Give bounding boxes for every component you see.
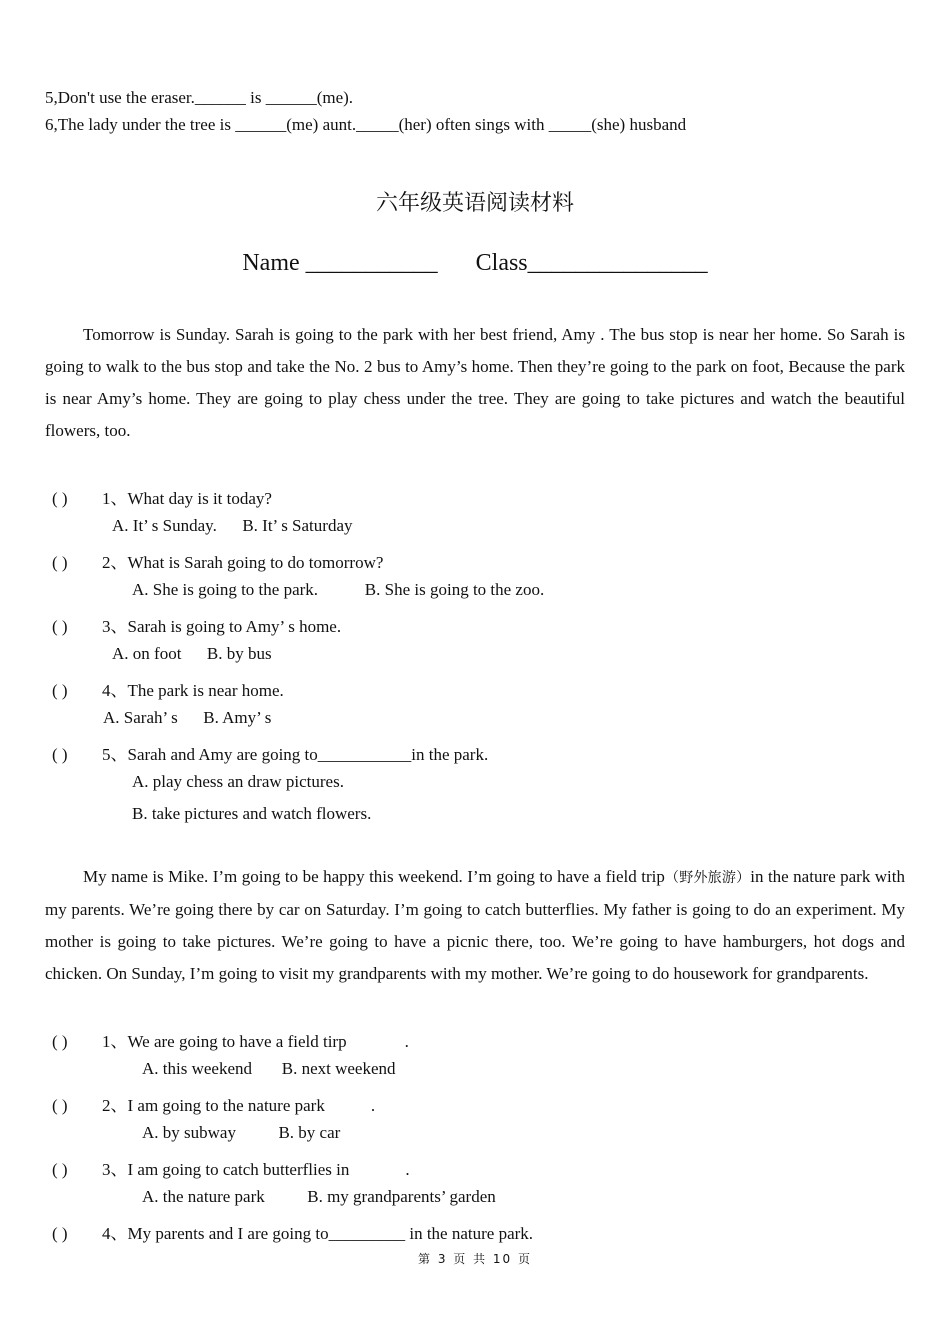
name-class-row [0,250,950,277]
answer-paren: ( ) [52,1160,68,1179]
name-field-label: Name ___________ [242,250,438,276]
passage-2-text-rest: in the nature park with my parents. We’re going there by car on Saturday. I’m going to catch butterflies. My father is going to do an experiment. My mother is going to take pictures. We’re going to have a picnic there, too. We’re going to have hamburgers, hot dogs and chicken. On Sunday, I’m going to visit my grandparents with my mother. We’re going to do housework for grandparents. [45,867,905,983]
answer-paren: ( ) [52,681,68,700]
question-tail: . [405,1160,410,1179]
question-1-5-option-b: B. take pictures and watch flowers. [132,804,372,823]
question-1-2-options: A. She is going to the park. B. She is going to the zoo. [132,580,545,599]
question-1-4 [52,676,284,701]
question-text: 1、What day is it today? [102,489,272,508]
answer-paren: ( ) [52,617,68,636]
passage-2-text-start: My name is Mike. I’m going to be happy this weekend. I’m going to have a field trip [83,867,665,886]
question-2-3 [52,1155,410,1180]
answer-paren: ( ) [52,1032,68,1051]
question-2-3-options: A. the nature park B. my grandparents’ garden [142,1187,496,1206]
exercise-line-5: 5,Don't use the eraser.______ is ______(me). [45,88,354,107]
question-text: 4、My parents and I are going to_________ in the nature park. [102,1224,534,1243]
question-1-5-option-a: A. play chess an draw pictures. [132,772,344,791]
question-2-1-options: A. this weekend B. next weekend [142,1059,396,1078]
question-tail: . [404,1032,409,1051]
question-text: 3、I am going to catch butterflies in [102,1160,350,1179]
page-title: 六年级英语阅读材料 [375,191,574,216]
page-number-footer: 第 3 页 共 10 页 [418,1252,532,1266]
answer-paren: ( ) [52,553,68,572]
question-text: 2、What is Sarah going to do tomorrow? [102,553,384,572]
question-1-5 [52,740,488,765]
question-text: 2、I am going to the nature park [102,1096,325,1115]
answer-paren: ( ) [52,745,68,764]
question-2-2-options: A. by subway B. by car [142,1123,341,1142]
question-tail: . [370,1096,376,1115]
question-1-4-options: A. Sarah’ s B. Amy’ s [103,708,272,727]
reading-passage-1: Tomorrow is Sunday. Sarah is going to the park with her best friend, Amy . The bus stop is near her home. So Sarah is going to walk to the bus stop and take the No. 2 bus to Amy’s home. Then they’re going to the park on foot, Because the park is near Amy’s home. They are going to play chess under the tree. They are going to take pictures and watch the beautiful flowers, too. [45,325,905,440]
reading-passage-2 [45,861,905,990]
answer-paren: ( ) [52,1224,68,1243]
question-1-2 [52,548,383,573]
question-text: 1、We are going to have a field tirp [102,1032,347,1051]
question-1-1-options: A. It’ s Sunday. B. It’ s Saturday [112,516,353,535]
question-1-3 [52,612,341,637]
question-2-1 [52,1027,409,1052]
question-1-1 [52,484,272,509]
question-2-4 [52,1219,533,1244]
question-1-3-options: A. on foot B. by bus [112,644,272,663]
question-text: 5、Sarah and Amy are going to___________in the park. [102,745,489,764]
exercise-line-6: 6,The lady under the tree is ______(me) aunt._____(her) often sings with _____(she) husband [45,115,687,134]
chinese-note: （野外旅游） [664,870,751,886]
question-text: 3、Sarah is going to Amy’ s home. [102,617,342,636]
class-field-label: Class_______________ [475,250,708,276]
question-text: 4、The park is near home. [102,681,284,700]
question-2-2 [52,1091,375,1116]
answer-paren: ( ) [52,1096,68,1115]
answer-paren: ( ) [52,489,68,508]
